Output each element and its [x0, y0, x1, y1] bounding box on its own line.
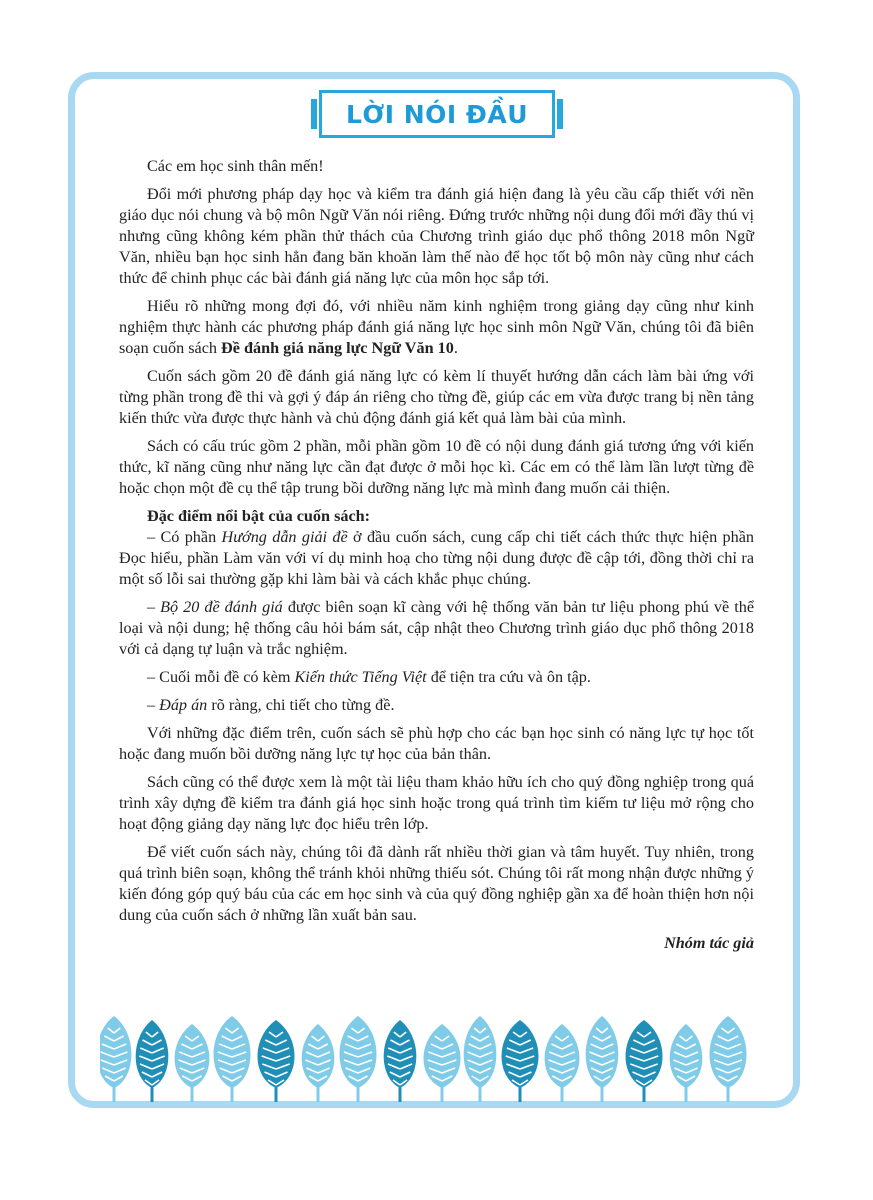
tree-icon: [175, 1024, 210, 1102]
feature-1-em: Hướng dẫn giải đề: [221, 528, 348, 546]
paragraph-4: Sách có cấu trúc gồm 2 phần, mỗi phần gồm 10 đề có nội dung đánh giá tương ứng với kiến thức, kĩ năng cũng như năng lực cần đạt được ở mỗi học kì. Các em có thể làm lần lượt từng đề hoặc chọn một đề cụ thể tập trung bồi dưỡng năng lực mà mình đang muốn cải thiện.: [119, 437, 754, 497]
preface-body: [119, 156, 754, 961]
tree-icon: [340, 1016, 377, 1102]
paragraph-5: Với những đặc điểm trên, cuốn sách sẽ phù hợp cho các bạn học sinh có năng lực tự học tốt hoặc đang muốn bồi dưỡng năng lực tự học của bản thân.: [119, 724, 754, 763]
feature-4-em: Đáp án: [159, 696, 208, 714]
tree-icon: [710, 1016, 747, 1102]
feature-3-post: để tiện tra cứu và ôn tập.: [426, 668, 591, 686]
feature-3-em: Kiến thức Tiếng Việt: [294, 668, 427, 686]
paragraph-2: [119, 296, 754, 359]
paragraph-3: Cuốn sách gồm 20 đề đánh giá năng lực có kèm lí thuyết hướng dẫn cách làm bài ứng với từng phần trong đề thi và gợi ý đáp án riêng cho từng đề, giúp các em vừa được trang bị nền tảng kiến thức vừa được thực hành và chủ động đánh giá kết quả làm bài của mình.: [119, 367, 754, 427]
feature-3: [119, 667, 754, 688]
decorative-trees: [100, 1010, 770, 1105]
tree-icon: [464, 1016, 497, 1102]
feature-1-post: ở đầu cuốn sách, cung cấp chi tiết cách thức thực hiện phần Đọc hiểu, phần Làm văn với ví dụ minh hoạ cho từng nội dung được đề cập tới, đồng thời chỉ ra một số lỗi sai thường gặp khi làm bài và cách khắc phục chúng.: [119, 528, 754, 588]
tree-icon: [545, 1024, 580, 1102]
tree-icon: [626, 1020, 663, 1102]
tree-icon: [136, 1020, 169, 1102]
page-title: LỜI NÓI ĐẦU: [345, 99, 529, 129]
title-banner: [319, 90, 555, 138]
feature-2-pre: –: [147, 598, 161, 616]
feature-2: [119, 597, 754, 660]
feature-2-post: được biên soạn kĩ càng với hệ thống văn bản tư liệu phong phú về thể loại và nội dung; hệ thống câu hỏi bám sát, cập nhật theo Chương trình giáo dục phổ thông 2018 với cả dạng tự luận và trắc nghiệm.: [119, 598, 755, 658]
tree-icon: [258, 1020, 295, 1102]
feature-1: [119, 527, 754, 590]
paragraph-2-end: .: [453, 339, 458, 357]
tree-icon: [670, 1024, 703, 1102]
feature-4: [119, 695, 754, 716]
tree-icon: [424, 1024, 461, 1102]
feature-3-pre: – Cuối mỗi đề có kèm: [147, 668, 295, 686]
book-title: Đề đánh giá năng lực Ngữ Văn 10: [221, 339, 454, 357]
greeting: Các em học sinh thân mến!: [147, 157, 324, 175]
feature-4-post: rõ ràng, chi tiết cho từng đề.: [207, 696, 395, 714]
paragraph-6: Sách cũng có thể được xem là một tài liệu tham khảo hữu ích cho quý đồng nghiệp trong quá trình xây dựng đề kiểm tra đánh giá học sinh hoặc trong quá trình tìm kiếm tư liệu mở rộng cho hoạt động giảng dạy năng lực đọc hiểu trên lớp.: [119, 773, 754, 833]
paragraph-7: Để viết cuốn sách này, chúng tôi đã dành rất nhiều thời gian và tâm huyết. Tuy nhiên, trong quá trình biên soạn, không thể tránh khỏi những thiếu sót. Chúng tôi rất mong nhận được những ý kiến đóng góp quý báu của các em học sinh và của quý đồng nghiệp gần xa để hoàn thiện hơn nội dung của cuốn sách ở những lần xuất bản sau.: [119, 843, 754, 924]
tree-icon: [100, 1016, 131, 1102]
features-heading: [119, 506, 754, 527]
tree-icon: [502, 1020, 539, 1102]
tree-icon: [302, 1024, 335, 1102]
tree-icon: [586, 1016, 619, 1102]
feature-1-pre: – Có phần: [147, 528, 222, 546]
signature: Nhóm tác giả: [664, 934, 754, 952]
feature-4-pre: –: [147, 696, 160, 714]
tree-icon: [384, 1020, 417, 1102]
paragraph-2-text: Hiểu rõ những mong đợi đó, với nhiều năm kinh nghiệm trong giảng dạy cũng như kinh nghiệm thực hành các phương pháp đánh giá năng lực học sinh môn Ngữ Văn, chúng tôi đã biên soạn cuốn sách: [119, 297, 754, 357]
paragraph-1: Đổi mới phương pháp dạy học và kiểm tra đánh giá hiện đang là yêu cầu cấp thiết với nền giáo dục nói chung và bộ môn Ngữ Văn nói riêng. Đứng trước những nội dung đổi mới đầy thú vị nhưng cũng không kém phần thử thách của Chương trình giáo dục phổ thông 2018 môn Ngữ Văn, nhiều bạn học sinh hẳn đang băn khoăn làm thế nào để học tốt bộ môn này cũng như cách thức để chinh phục các bài đánh giá năng lực của môn học sắp tới.: [119, 185, 754, 287]
tree-icon: [214, 1016, 251, 1102]
features-heading-text: Đặc điểm nổi bật của cuốn sách:: [147, 507, 371, 525]
feature-2-em: Bộ 20 đề đánh giá: [160, 598, 283, 616]
